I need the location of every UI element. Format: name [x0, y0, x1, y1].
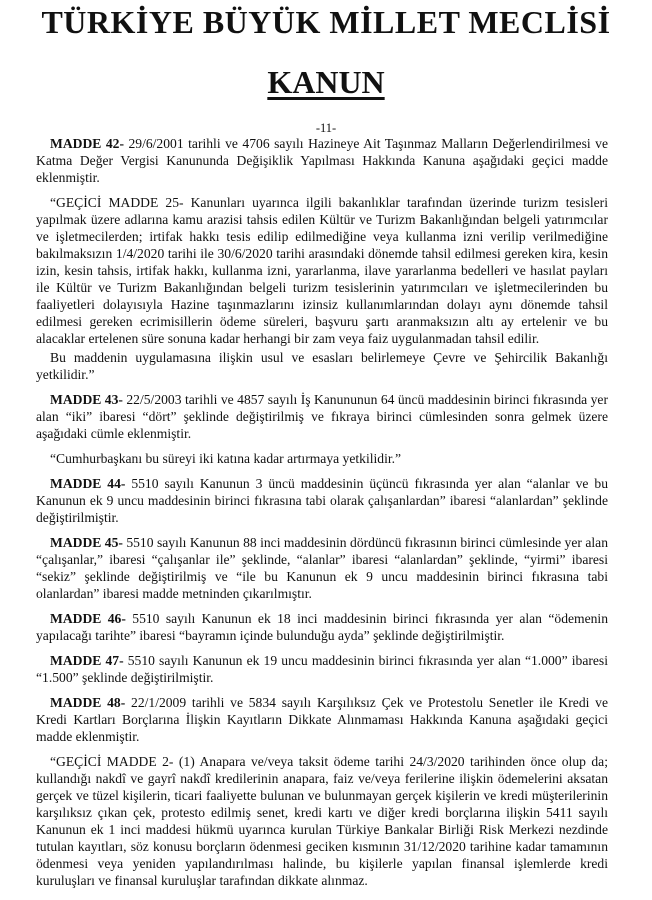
paragraph-gecici-madde-2: [36, 753, 608, 889]
page-number: -11-: [315, 121, 337, 135]
article-label: MADDE 43-: [50, 392, 123, 407]
article-label: MADDE 46-: [50, 611, 126, 626]
document-subtitle: [0, 62, 652, 102]
article-label: MADDE 44-: [50, 476, 126, 491]
article-label: MADDE 45-: [50, 535, 123, 550]
kanun-heading: KANUN: [267, 64, 385, 100]
paragraph-text: 22/5/2003 tarihli ve 4857 sayılı İş Kanununun 64 üncü maddesinin birinci fıkrasında yer alan “iki” ibaresi “dört” şeklinde değiştirilmiş ve fıkraya birinci cümlesinden sonra gelmek üzere aşağıdaki cümle eklenmiştir.: [36, 392, 608, 441]
paragraph-text: 29/6/2001 tarihli ve 4706 sayılı Hazineye Ait Taşınmaz Malların Değerlendirilmesi ve Katma Değer Vergisi Kanununda Değişiklik Yapılması Hakkında Kanuna aşağıdaki geçici madde eklenmiştir.: [36, 136, 608, 185]
paragraph-text: “GEÇİCİ MADDE 25- Kanunları uyarınca ilgili bakanlıklar tarafından üzerinde turizm tesisleri yapılmak üzere adlarına kamu arazisi tahsis edilen Kültür ve Turizm Bakanlığından belgeli yatırımcılar ve işletmecilerden; irtifak hakkı tesis edilip edilmediğine veya kullanma izni verilip verilmediğine bakılmaksızın 1/4/2020 tarihi ile 30/6/2020 tarihi arasındaki dönemde tahsil edilmesi gereken kira, kesin izin, kesin tahsis, irtifak hakkı, kullanma izni, yararlanma, ilave yararlanma bedelleri ve hasılat payları ile Kültür ve Turizm Bakanlığından belgeli turizm tesislerinin yatırımcıları ve işletmecilerinden bu faaliyetleri dolayısıyla Hazine taşınmazlarını izinsiz kullanımlarından dolayı aynı dönemde tahsil edilmesi gereken ecrimisillerin ödeme süreleri, başvuru şartı aranmaksızın altı ay ertelenir ve bu alacaklar ertelenen süre sonuna kadar herhangi bir zam veya faiz uygulanmadan tahsil edilir.: [36, 195, 608, 346]
paragraph-madde-44: [36, 475, 608, 526]
article-label: MADDE 42-: [50, 136, 124, 151]
paragraph-cumhurbaskani: [36, 450, 608, 467]
paragraph-text: “GEÇİCİ MADDE 2- (1) Anapara ve/veya taksit ödeme tarihi 24/3/2020 tarihinden önce olup da; kullandığı nakdî ve gayrî nakdî kredilerinin anapara, faiz ve/veya ferilerine ilişkin ödemelerini aksatan gerçek ve tüzel kişilerin, ticari faaliyette bulunan ve bulunmayan gerçek kişilerin ve kredi müşterilerinin karşılıksız çıkan çek, protesto edilmiş senet, kredi kartı ve diğer kredi borçlarına ilişkin 5411 sayılı Kanunun ek 1 inci maddesi hükmü uyarınca kurulan Türkiye Bankalar Birliği Risk Merkezi nezdinde tutulan kayıtları, söz konusu borçların ödenmesi geciken kısmının 31/12/2020 tarihine kadar tamamının ödenmesi veya yeniden yapılandırılması halinde, bu kişilerle yapılan finansal işlemlerde kredi kuruluşları ve finansal kuruluşlar tarafından dikkate alınmaz.: [36, 754, 608, 888]
article-label: MADDE 47-: [50, 653, 124, 668]
paragraph-yetki: [36, 349, 608, 383]
document-title: TÜRKİYE BÜYÜK MİLLET MECLİSİ: [41, 4, 611, 40]
paragraph-text: “Cumhurbaşkanı bu süreyi iki katına kadar artırmaya yetkilidir.”: [50, 451, 402, 466]
paragraph-text: 5510 sayılı Kanunun ek 19 uncu maddesinin birinci fıkrasında yer alan “1.000” ibaresi “1.500” şeklinde değiştirilmiştir.: [36, 653, 608, 685]
paragraph-madde-43: [36, 391, 608, 442]
article-label: MADDE 48-: [50, 695, 126, 710]
paragraph-text: 5510 sayılı Kanunun ek 18 inci maddesinin birinci fıkrasında yer alan “ödemenin yapılacağı tarihte” ibaresi “bayramın içinde bulunduğu ayda” şeklinde değiştirilmiştir.: [36, 611, 608, 643]
document-body: [36, 135, 608, 897]
paragraph-text: Bu maddenin uygulamasına ilişkin usul ve esasları belirlemeye Çevre ve Şehircilik Bakanlığı yetkilidir.”: [36, 350, 608, 382]
paragraph-text: 5510 sayılı Kanunun 3 üncü maddesinin üçüncü fıkrasında yer alan “alanlar ve bu Kanunun ek 9 uncu maddesinin birinci fıkrasına tabi olarak çalışanlardan” ibaresi “alanlardan” şeklinde değiştirilmiştir.: [36, 476, 608, 525]
paragraph-madde-45: [36, 534, 608, 602]
paragraph-madde-47: [36, 652, 608, 686]
paragraph-madde-48: [36, 694, 608, 745]
paragraph-text: 22/1/2009 tarihli ve 5834 sayılı Karşılıksız Çek ve Protestolu Senetler ile Kredi ve Kredi Kartları Borçlarına İlişkin Kayıtların Dikkate Alınmaması Hakkında Kanuna aşağıdaki geçici madde eklenmiştir.: [36, 695, 609, 744]
paragraph-text: 5510 sayılı Kanunun 88 inci maddesinin dördüncü fıkrasının birinci cümlesinde yer alan “çalışanlar,” ibaresi “çalışanlar ile” şeklinde, “alanlar” ibaresi “alanlardan” şeklinde, “yirmi” ibaresi “sekiz” şeklinde değiştirilmiş ve “ile bu Kanunun ek 9 uncu maddesinin birinci fıkrasına tabi olanlardan” ibaresi madde metninden çıkarılmıştır.: [36, 535, 608, 601]
paragraph-gecici-madde-25: [36, 194, 608, 347]
paragraph-madde-42: [36, 135, 608, 186]
paragraph-madde-46: [36, 610, 608, 644]
